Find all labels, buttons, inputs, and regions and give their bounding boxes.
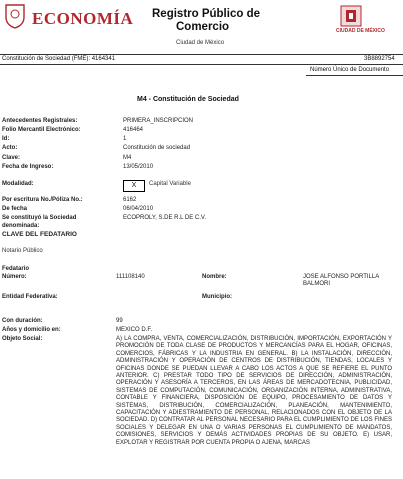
municipio-label: Municipio: [202,294,232,300]
numero-value: 111108140 [116,274,145,280]
field-label-id: Id: [2,136,10,142]
cdmx-label: CIUDAD DE MÉXICO [336,28,385,34]
registry-subtitle: Comercio [176,21,230,33]
registry-title: Registro Público de [152,8,260,20]
entidad-label: Entidad Federativa: [2,294,58,300]
field-label-acto: Acto: [2,145,18,151]
nombre-label: Nombre: [202,274,227,280]
sociedad-value: ECOPROLY, S.DE R.L DE C.V. [123,215,207,221]
fedatario-label: Fedatario [2,266,30,272]
doc-number-label: Número Único de Documento [310,67,390,73]
header-divider [0,54,403,55]
modalidad-checkbox: X [123,180,145,192]
domicilio-label: Años y domicilio en: [2,327,61,333]
field-value-id: 1 [123,136,127,142]
subheader-divider [0,64,403,65]
page-code: 3B8892754 [364,56,395,62]
field-value-fecha-ingreso: 13/05/2010 [123,164,154,170]
constitution-ref: Constitución de Sociedad (FME): 4164341 [2,56,116,62]
escritura-label: Por escritura No./Póliza No.: [2,197,83,203]
economia-shield-icon [4,3,26,29]
section-title: M4 - Constitución de Sociedad [137,96,239,103]
fecha-value: 06/04/2010 [123,206,154,212]
field-value-antecedentes: PRIMERA_INSCRIPCION [123,118,194,124]
field-value-clave: M4 [123,155,132,161]
objeto-text: A) LA COMPRA, VENTA, COMERCIALIZACIÓN, DISTRIBUCIÓN, IMPORTACIÓN, EXPORTACIÓN Y PROMOCIÓN DE TODA CLASE DE PRODUCTOS Y MERCANCÍAS PARA EL HOGAR, OFICINAS, COMERCIOS, FÁBRICAS Y LA INDUSTRIA EN GENERAL. B) LA INSTALACIÓN, DIRECCIÓN, ADMINISTRACIÓN Y OPERACIÓN DE CENTROS DE DISTRIBUCIÓN, TIENDAS, LOCALES Y OFICINAS DONDE SE PUEDAN LLEVAR A CABO LOS ACTOS A QUE SE REFIERE EL PUNTO ANTERIOR. C) PRESTAR TODO TIPO DE SERVICIOS DE DIRECCIÓN, ADMINISTRACIÓN, OPERACIÓN Y ASESORÍA A TERCEROS, EN LAS ÁREAS DE MERCADOTECNIA, PUBLICIDAD, SISTEMAS DE COMPUTACIÓN, COMUNICACIÓN, ORGANIZACIÓN INTERNA, ADMINISTRATIVA, CONTABLE Y FINANCIERA, DISPOSICIÓN DE EQUIPO, PROCESAMIENTO DE DATOS Y SISTEMAS, DISTRIBUCIÓN, COMERCIALIZACIÓN, PLANEACIÓN, MANTENIMIENTO, CAPACITACIÓN Y ADIESTRAMIENTO DE PERSONAL, RELACIONADOS CON EL OBJETO DE LA SOCIEDAD. D) CONTRATAR AL PERSONAL NECESARIO PARA EL CUMPLIMIENTO DE LOS FINES SOCIALES Y DELEGAR EN UNA O VARIAS PERSONAS EL CUMPLIMIENTO DE MANDATOS, COMISIONES, SERVICIOS Y DEMÁS ACTIVIDADES PROPIAS DE SU OBJETO. E) USAR, EXPLOTAR Y REGISTRAR POR CUENTA PROPIA O AJENA, MARCAS [116,336,392,446]
duracion-value: 99 [116,318,123,324]
economia-logo: ECONOMÍA [32,9,134,28]
field-value-folio: 416464 [123,127,144,133]
field-label-antecedentes: Antecedentes Registrales: [2,118,78,124]
domicilio-value: MEXICO D.F. [116,327,153,333]
objeto-label: Objeto Social: [2,336,43,342]
modalidad-value: Capital Variable [149,181,191,187]
fecha-label: De fecha [2,206,28,212]
field-value-acto: Constitución de sociedad [123,145,191,151]
field-label-fecha-ingreso: Fecha de Ingreso: [2,164,54,170]
doc-number-divider [306,75,403,76]
city-label: Ciudad de México [176,40,225,46]
nombre-value: JOSE ALFONSO PORTILLA BALMORI [303,274,379,287]
field-label-folio: Folio Mercantil Electrónico: [2,127,81,133]
cdmx-emblem-icon [340,5,362,27]
sociedad-label: Se constituyó la Sociedad [2,215,77,221]
fedatario-header: CLAVE DEL FEDATARIO [2,231,77,238]
numero-label: Número: [2,274,27,280]
notario-label: Notario Público [2,248,43,254]
duracion-label: Con duración: [2,318,43,324]
field-label-clave: Clave: [2,155,21,161]
modalidad-label: Modalidad: [2,181,34,187]
escritura-value: 6162 [123,197,137,203]
denominada-label: denominada: [2,223,40,229]
